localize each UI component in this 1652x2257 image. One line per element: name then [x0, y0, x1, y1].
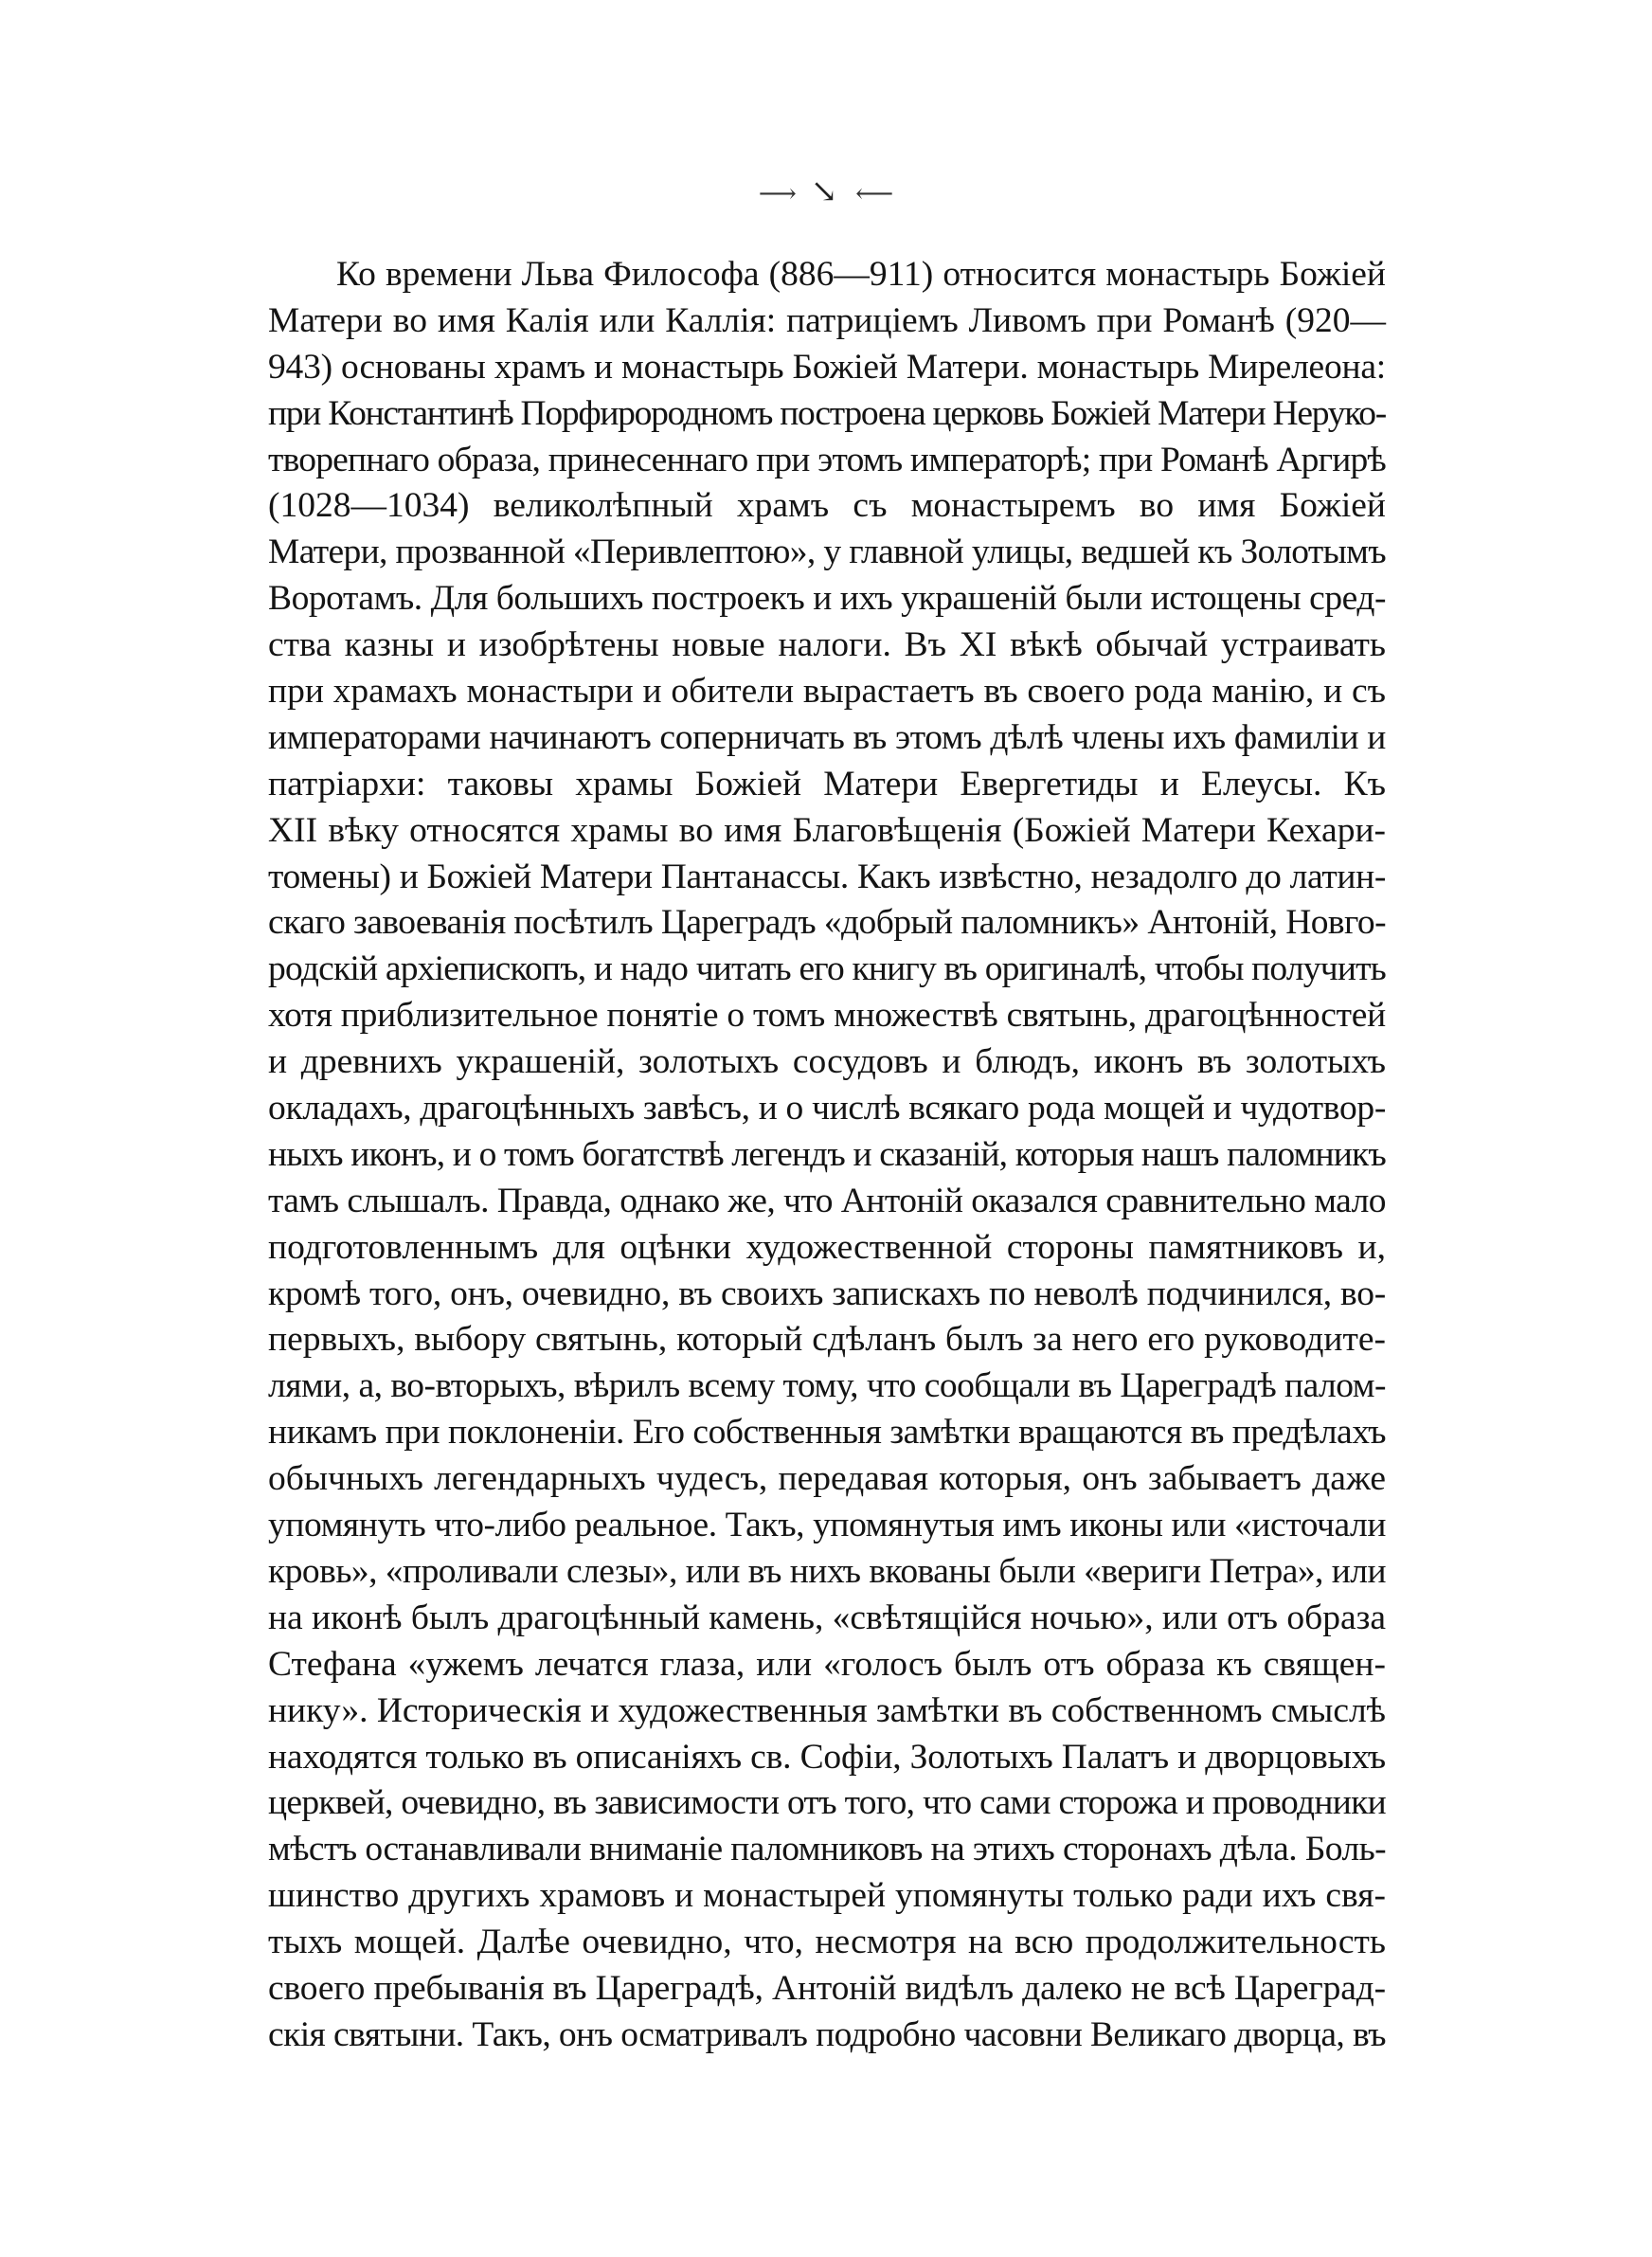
text-line: ныхъ иконъ, и о томъ богатствѣ легендъ и сказаній, которыя нашъ паломникъ	[268, 1134, 1386, 1174]
text-line: шинство другихъ храмовъ и монастырей упомянуты только ради ихъ свя-	[268, 1876, 1386, 1916]
text-line: ства казны и изобрѣтены новые налоги. Въ XI вѣкѣ обычай устраивать	[268, 625, 1386, 665]
text-line: творепнаго образа, принесеннаго при этомъ императорѣ; при Романѣ Аргирѣ	[268, 440, 1386, 479]
text-line: XII вѣку относятся храмы во имя Благовѣщенія (Божіей Матери Кехари-	[268, 810, 1386, 850]
text-line: скія святыни. Такъ, онъ осматривалъ подробно часовни Великаго дворца, въ	[268, 2014, 1386, 2054]
text-line: тыхъ мощей. Далѣе очевидно, что, несмотря на всю продолжительность	[268, 1923, 1386, 1962]
text-line: патріархи: таковы храмы Божіей Матери Евергетиды и Елеусы. Къ	[268, 764, 1386, 803]
text-line: первыхъ, выбору святынь, который сдѣланъ былъ за него его руководите-	[268, 1320, 1386, 1360]
text-line: Ко времени Льва Философа (886—911) относится монастырь Божіей	[336, 255, 1386, 294]
text-line: упомянуть что-либо реальное. Такъ, упомянутыя имъ иконы или «источали	[268, 1506, 1386, 1545]
text-line: хотя приблизительное понятіе о томъ множествѣ святынь, драгоцѣнностей	[268, 996, 1386, 1036]
text-line: своего пребыванія въ Цареградѣ, Антоній видѣлъ далеко не всѣ Цареград-	[268, 1968, 1386, 2008]
text-line: подготовленнымъ для оцѣнки художественной стороны памятниковъ и,	[268, 1227, 1386, 1267]
text-line: лями, а, во-вторыхъ, вѣрилъ всему тому, что сообщали въ Цареградѣ палом-	[268, 1366, 1386, 1406]
text-line: тамъ слышалъ. Правда, однако же, что Антоній оказался сравнительно мало	[268, 1181, 1386, 1220]
text-line: Воротамъ. Для большихъ построекъ и ихъ украшеній были истощены сред-	[268, 579, 1386, 619]
text-line: скаго завоеванія посѣтилъ Цареградъ «добрый паломникъ» Антоній, Новго-	[268, 903, 1386, 943]
text-line: (1028—1034) великолѣпный храмъ съ монастыремъ во имя Божіей	[268, 486, 1386, 526]
text-line: Матери, прозванной «Перивлептою», у главной улицы, ведшей къ Золотымъ	[268, 533, 1386, 572]
running-header	[0, 172, 1652, 210]
text-line: никамъ при поклоненіи. Его собственныя замѣтки вращаются въ предѣлахъ	[268, 1413, 1386, 1453]
ornament-left: ⟶	[758, 177, 797, 209]
text-line: Стефана «ужемъ лечатся глаза, или «голосъ былъ отъ образа къ священ-	[268, 1644, 1386, 1684]
text-line: при храмахъ монастыри и обители вырастаетъ въ своего рода манію, и съ	[268, 672, 1386, 712]
text-line: 943) основаны храмъ и монастырь Божіей Матери. монастырь Мирелеона:	[268, 347, 1386, 387]
text-line: на иконѣ былъ драгоцѣнный камень, «свѣтящійся ночью», или отъ образа	[268, 1598, 1386, 1637]
text-line: при Константинѣ Порфирородномъ построена церковь Божіей Матери Неруко-	[268, 393, 1386, 433]
ornament-right: ⟵	[855, 177, 894, 209]
text-line: кровь», «проливали слезы», или въ нихъ вкованы были «вериги Петра», или	[268, 1551, 1386, 1591]
text-line: окладахъ, драгоцѣнныхъ завѣсъ, и о числѣ всякаго рода мощей и чудотвор-	[268, 1089, 1386, 1128]
text-line: Матери во имя Калія или Каллія: патриціемъ Ливомъ при Романѣ (920—	[268, 300, 1386, 340]
body-text	[268, 252, 1386, 2059]
text-line: мѣстъ останавливали вниманіе паломниковъ на этихъ сторонахъ дѣла. Боль-	[268, 1830, 1386, 1869]
text-line: императорами начинаютъ соперничать въ этомъ дѣлѣ члены ихъ фамиліи и	[268, 717, 1386, 757]
text-line: нику». Историческія и художественныя замѣтки въ собственномъ смыслѣ	[268, 1690, 1386, 1730]
text-line: и древнихъ украшеній, золотыхъ сосудовъ и блюдъ, иконъ въ золотыхъ	[268, 1042, 1386, 1082]
text-line: находятся только въ описаніяхъ св. Софіи, Золотыхъ Палатъ и дворцовыхъ	[268, 1737, 1386, 1777]
text-line: родскій архіепископъ, и надо читать его книгу въ оригиналѣ, чтобы получить	[268, 949, 1386, 989]
text-line: томены) и Божіей Матери Пантанассы. Какъ извѣстно, незадолго до латин-	[268, 857, 1386, 896]
page-number: ↘	[810, 172, 842, 210]
text-line: кромѣ того, онъ, очевидно, въ своихъ запискахъ по неволѣ подчинился, во-	[268, 1273, 1386, 1313]
text-line: обычныхъ легендарныхъ чудесъ, передавая которыя, онъ забываетъ даже	[268, 1459, 1386, 1499]
text-line: церквей, очевидно, въ зависимости отъ того, что сами сторожа и проводники	[268, 1783, 1386, 1823]
